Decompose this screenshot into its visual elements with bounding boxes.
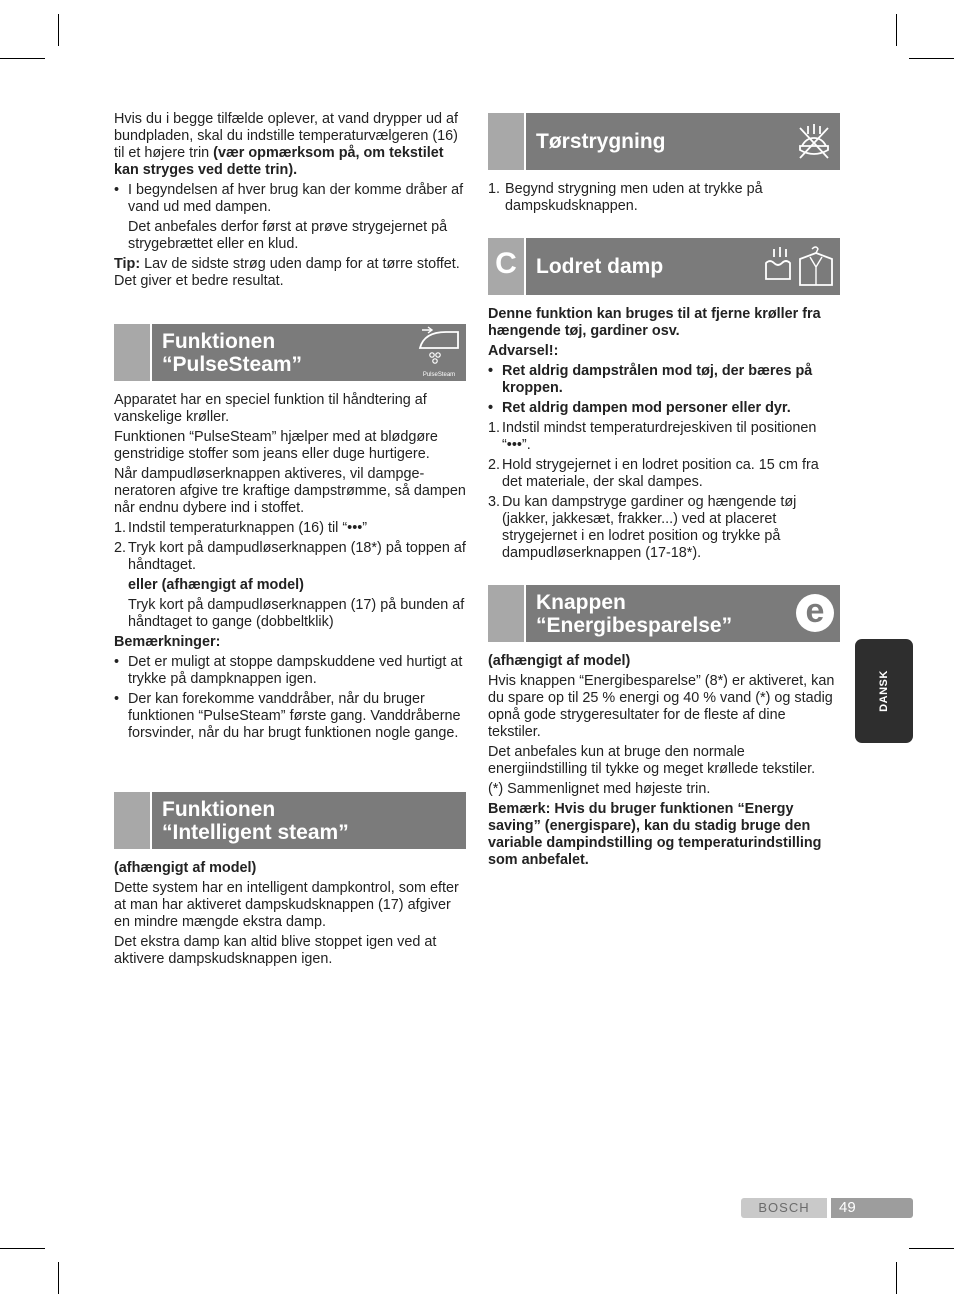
vertical-steam-section — [488, 306, 840, 565]
section-header-intelligent-steam — [114, 792, 466, 849]
list-item: • Der kan forekomme vanddråber, når du bruger funktionen “PulseSteam” første gang. Vanddråberne forsvinder, når du har brugt funktionen nogle gange. — [114, 691, 461, 741]
section-tab — [114, 792, 150, 849]
section-tab — [114, 324, 150, 381]
step-item: 1. Indstil temperaturknappen (16) til “•••” — [114, 520, 368, 536]
paragraph: Det ekstra damp kan altid blive stoppet igen ved at aktivere dampskudsknappen igen. — [114, 934, 437, 967]
vertical-steam-icon — [760, 245, 836, 294]
section-header-pulsesteam — [114, 324, 466, 381]
section-title: Knappen “Energibesparelse” — [536, 591, 733, 637]
section-header-dry-ironing — [488, 113, 840, 170]
dry-ironing-section — [488, 181, 840, 218]
intro-bold: Denne funktion kan bruges til at fjerne krøller fra hængende tøj, gardiner osv. — [488, 306, 821, 339]
section-title: Lodret damp — [536, 255, 664, 278]
no-steam-icon — [796, 122, 832, 167]
crop-mark — [909, 58, 954, 59]
energy-saving-icon: e — [796, 594, 834, 632]
step-or-note: eller (afhængigt af model) — [128, 577, 304, 593]
crop-mark — [58, 1262, 59, 1294]
notes-label: Bemærkninger: — [114, 634, 221, 650]
section-header-energy-saving — [488, 585, 840, 642]
crop-mark — [0, 1248, 45, 1249]
section-tab — [488, 585, 524, 642]
footer-brand: BOSCH — [741, 1198, 827, 1218]
step-item: 2. Tryk kort på dampudløserknappen (18*) på toppen af håndtaget. — [114, 540, 466, 573]
list-item: • Det er muligt at stoppe dampskuddene ved hurtigt at trykke på dampknappen igen. — [114, 654, 463, 687]
section-tab — [488, 113, 524, 170]
pulsesteam-icon — [416, 326, 462, 378]
crop-mark — [58, 14, 59, 46]
note-bold: Bemærk: Hvis du bruger funktionen “Energy saving” (energispare), kan du stadig bruge den variable dampindstilling og temperaturindstilling som anbefalet. — [488, 801, 822, 868]
model-note: (afhængigt af model) — [114, 860, 257, 876]
paragraph: Funktionen “PulseSteam” hjælper med at blødgøre genstridige stoffer som jeans eller duge hurtigere. — [114, 429, 438, 462]
paragraph: Apparatet har en speciel funktion til håndtering af vanskelige krøller. — [114, 392, 427, 425]
intro-section — [114, 111, 466, 293]
step-alternative: Tryk kort på dampudløserknappen (17) på bunden af håndtaget to gange (dobbeltklik) — [128, 597, 465, 630]
step-item: 2. Hold strygejernet i en lodret position ca. 15 cm fra det materiale, der skal dampes. — [488, 457, 819, 490]
list-item-continuation: Det anbefales derfor først at prøve strygejernet på strygebrættet eller en klud. — [128, 219, 448, 252]
pulsesteam-icon-caption: PulseSteam — [422, 372, 456, 378]
step-item: 3. Du kan dampstryge gardiner og hængende tøj (jakker, jakkesæt, frakker...) ved at placeret strygejernet i en lodret position og trykke på dampudløserknappen (17-18*). — [488, 494, 797, 561]
warning-item: • Ret aldrig dampstrålen mod tøj, der bæres på kroppen. — [488, 363, 813, 396]
section-tab-letter: C — [495, 247, 517, 280]
paragraph: Dette system har en intelligent dampkontrol, som efter at man har aktiveret dampskudsknappen (17) afgiver en mindre mængde ekstra damp. — [114, 880, 459, 930]
warning-item: • Ret aldrig dampen mod personer eller dyr. — [488, 400, 791, 416]
paragraph: Det anbefales kun at bruge den normale energiindstilling til tykke og meget krøllede tekstiler. — [488, 744, 816, 777]
step-item: 1. Begynd strygning men uden at trykke på dampskudsknappen. — [488, 181, 763, 214]
paragraph: Når dampudløserknappen aktiveres, vil dampge-neratoren afgive tre kraftige dampstrømme, så dampen når endnu dybere ind i stoffet. — [114, 466, 466, 516]
intro-paragraph: Hvis du i begge tilfælde oplever, at vand drypper ud af bundpladen, skal du indstille temperaturvælgeren (16) til et højere trin (vær opmærksom på, om tekstilet kan stryges ved dette trin). — [114, 111, 458, 178]
tip-paragraph: Tip: Lav de sidste strøg uden damp for at tørre stoffet. Det giver et bedre resultat. — [114, 256, 460, 289]
warning-label: Advarsel!: — [488, 343, 559, 359]
section-title: Funktionen “PulseSteam” — [162, 330, 303, 376]
section-title: Funktionen “Intelligent steam” — [162, 798, 349, 844]
crop-mark — [909, 1248, 954, 1249]
paragraph: (*) Sammenlignet med højeste trin. — [488, 781, 711, 797]
page-number: 49 — [831, 1198, 913, 1218]
section-title: Tørstrygning — [536, 130, 666, 153]
energy-saving-section — [488, 653, 840, 872]
section-header-vertical-steam — [488, 238, 840, 295]
crop-mark — [0, 58, 45, 59]
crop-mark — [896, 14, 897, 46]
model-note: (afhængigt af model) — [488, 653, 631, 669]
step-item: 1. Indstil mindst temperaturdrejeskiven til positionen “•••”. — [488, 420, 817, 453]
crop-mark — [896, 1262, 897, 1294]
intelligent-steam-section — [114, 860, 466, 971]
list-item: • I begyndelsen af hver brug kan der komme dråber af vand ud med dampen. — [114, 182, 464, 215]
paragraph: Hvis knappen “Energibesparelse” (8*) er aktiveret, kan du spare op til 25 % energi og 40 % vand (*) og stadig opnå gode strygeresultater for de fleste af dine tekstiler. — [488, 673, 835, 740]
language-tab: DANSK — [855, 639, 913, 743]
section-tab — [488, 238, 524, 295]
pulsesteam-section — [114, 392, 466, 745]
